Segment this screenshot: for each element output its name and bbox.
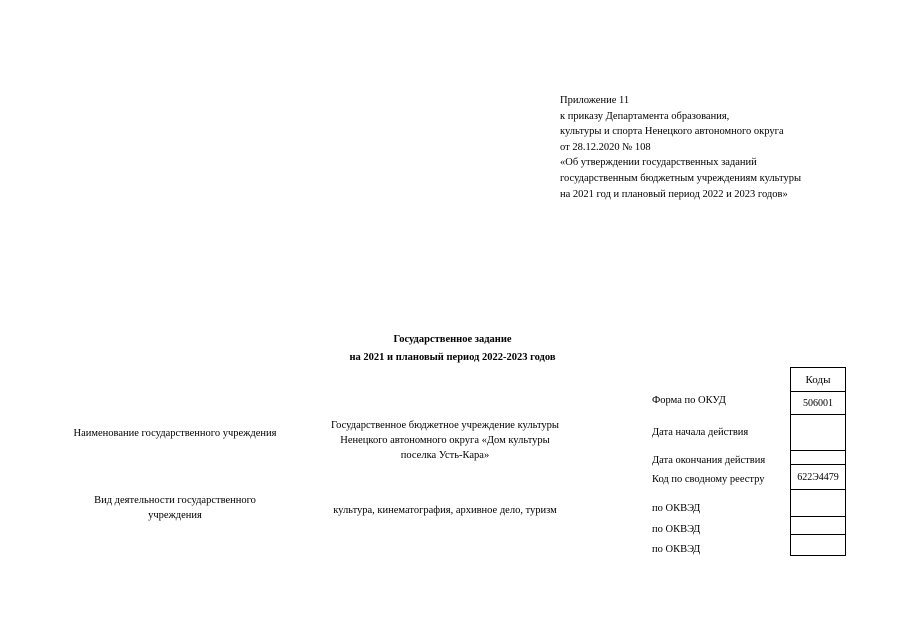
appendix-line: Приложение 11	[560, 95, 630, 106]
code-start-date	[790, 414, 846, 451]
appendix-line: на 2021 год и плановый период 2022 и 2023 годов»	[560, 188, 788, 200]
end-date-label: Дата окончания действия	[652, 455, 766, 466]
registry-code-label: Код по сводному реестру	[652, 474, 765, 485]
okud-label: Форма по ОКУД	[652, 395, 726, 406]
code-okved-2	[790, 516, 846, 535]
codes-table	[790, 367, 846, 556]
activity-value: культура, кинематография, архивное дело, туризм	[333, 505, 557, 516]
appendix-line: культуры и спорта Ненецкого автономного округа	[560, 126, 784, 138]
code-registry: 622Э4479	[790, 464, 846, 490]
institution-label: Наименование государственного учреждения	[73, 428, 277, 439]
okved-label-1: по ОКВЭД	[652, 503, 701, 514]
appendix-line: государственным бюджетным учреждениям культуры	[560, 172, 802, 184]
activity-label: Вид деятельности государственного учреждения	[94, 495, 256, 521]
appendix-line: от 28.12.2020 № 108	[560, 141, 651, 153]
code-okved-1	[790, 489, 846, 517]
institution-value: Государственное бюджетное учреждение культуры Ненецкого автономного округа «Дом культуры поселка Усть-Кара»	[331, 420, 559, 461]
okved-label-3: по ОКВЭД	[652, 544, 701, 555]
start-date-label: Дата начала действия	[652, 427, 749, 438]
document-subtitle: на 2021 и плановый период 2022-2023 годов	[349, 352, 556, 363]
code-okved-3	[790, 534, 846, 556]
code-end-date	[790, 450, 846, 465]
okved-label-2: по ОКВЭД	[652, 524, 701, 535]
appendix-line: «Об утверждении государственных заданий	[560, 157, 757, 169]
appendix-block	[560, 93, 801, 202]
codes-header: Коды	[790, 367, 846, 392]
document-title: Государственное задание	[393, 334, 512, 345]
appendix-line: к приказу Департамента образования,	[560, 110, 730, 122]
code-okud: 506001	[790, 391, 846, 415]
